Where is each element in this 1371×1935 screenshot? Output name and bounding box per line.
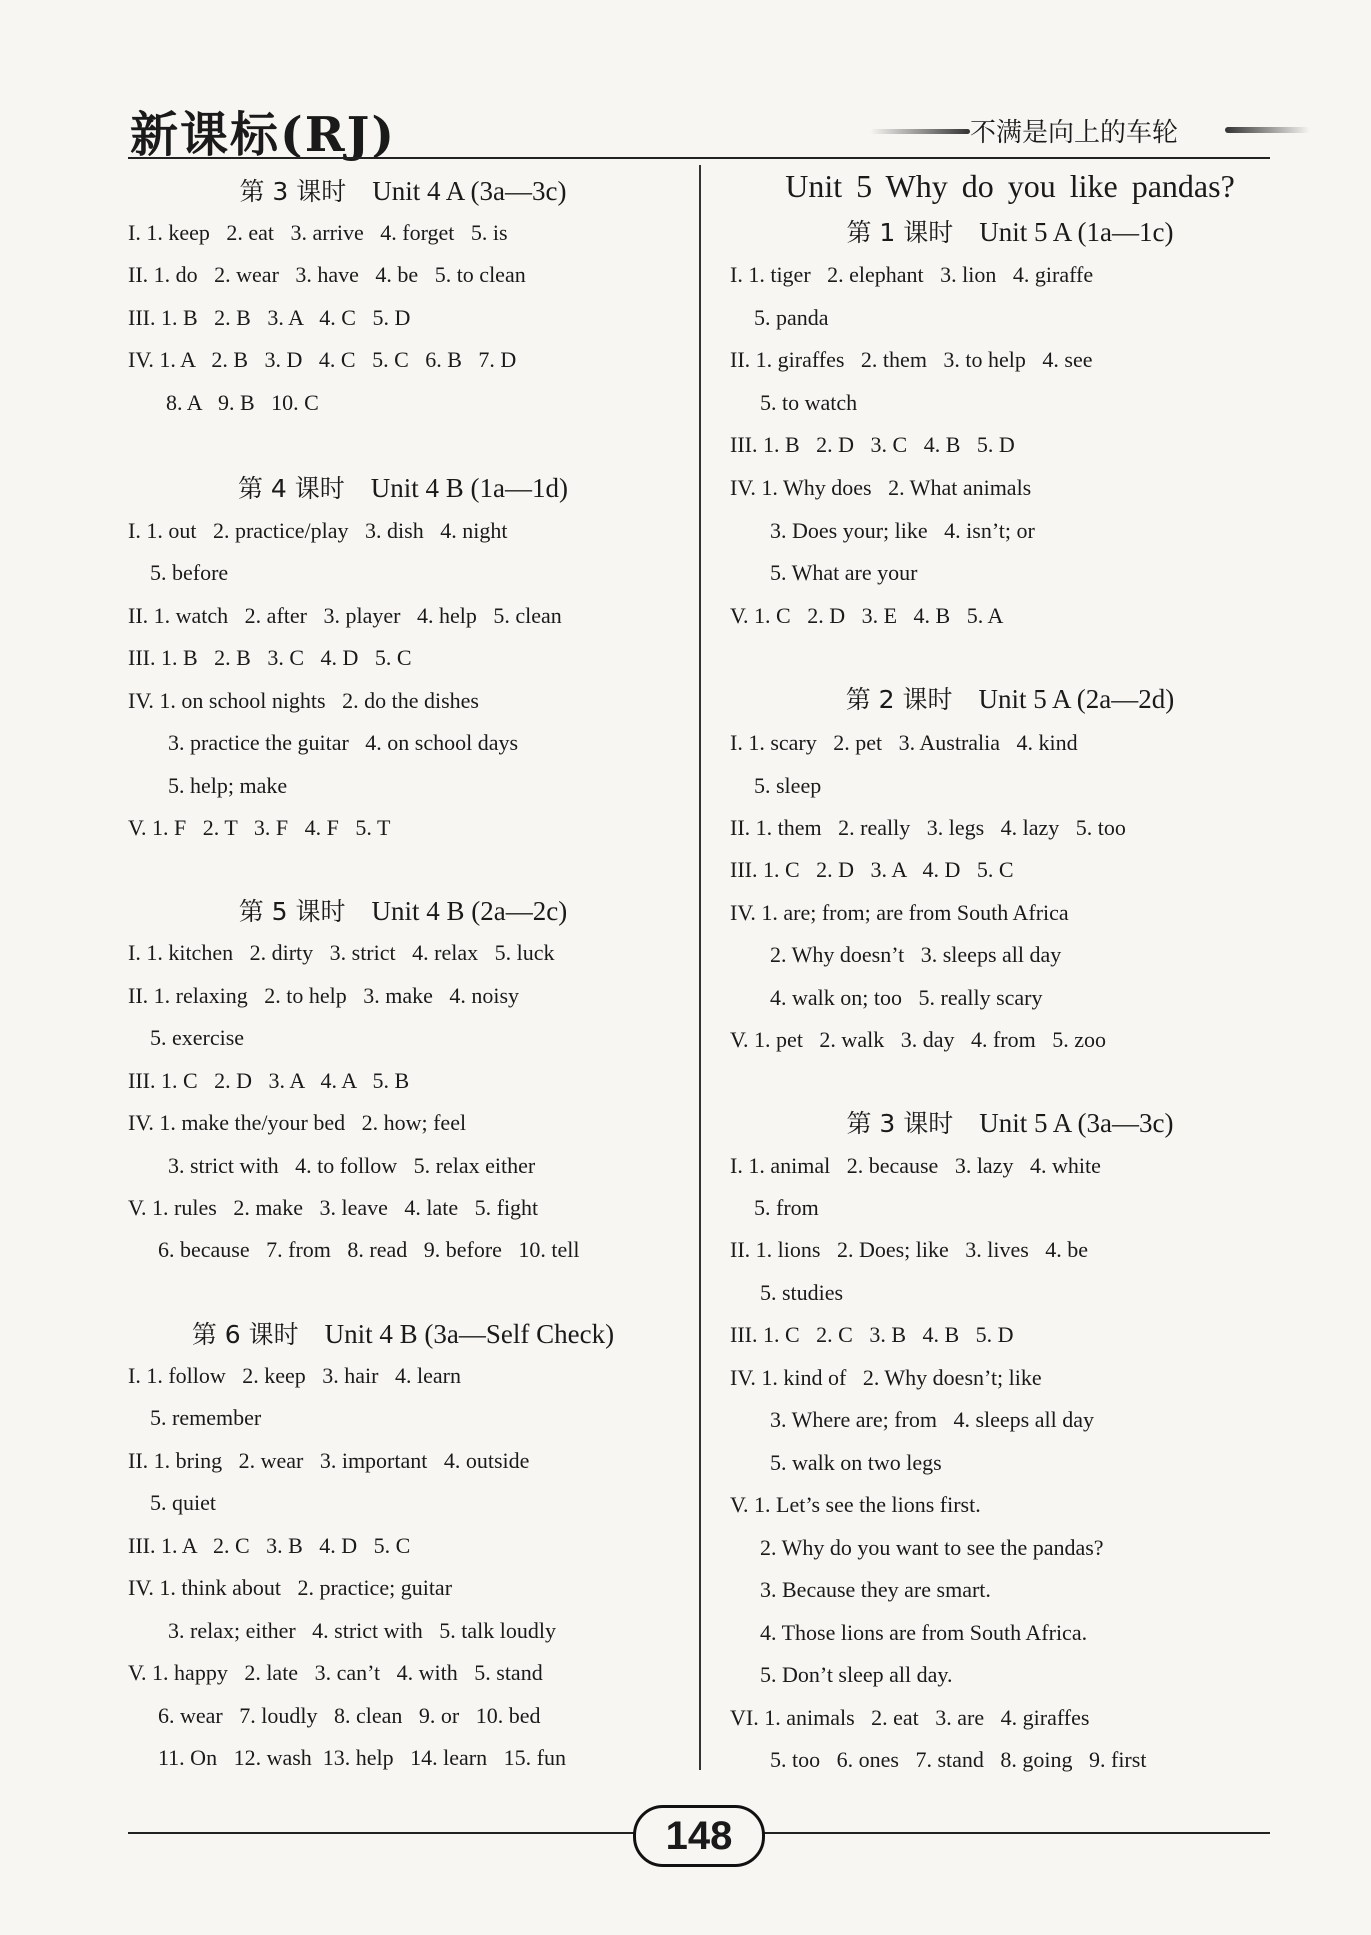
answer-line: 3. strict with 4. to follow 5. relax either: [168, 1153, 536, 1178]
answer-line: II. 1. lions 2. Does; like 3. lives 4. be: [730, 1237, 1089, 1262]
section-title: [128, 172, 678, 208]
answer-line: III. 1. C 2. D 3. A 4. A 5. B: [128, 1068, 410, 1093]
unit-label: Unit 4 A (3a—3c): [372, 176, 567, 206]
answer-line: 5. to watch: [760, 390, 858, 415]
lesson-label: 第 1 课时: [846, 218, 954, 247]
lesson-label: 第 4 课时: [237, 474, 345, 503]
answer-line: 5. walk on two legs: [770, 1450, 942, 1475]
answer-line: IV. 1. A 2. B 3. D 4. C 5. C 6. B 7. D: [128, 347, 517, 372]
answer-line: 11. On 12. wash 13. help 14. learn 15. fun: [158, 1745, 566, 1770]
answer-line: IV. 1. are; from; are from South Africa: [730, 900, 1069, 925]
answer-line: III. 1. C 2. C 3. B 4. B 5. D: [730, 1322, 1014, 1347]
answer-line: 5. help; make: [168, 773, 288, 798]
answer-line: IV. 1. make the/your bed 2. how; feel: [128, 1110, 467, 1135]
lesson-label: 第 6 课时: [191, 1320, 299, 1349]
answer-line: 5. Don’t sleep all day.: [760, 1662, 953, 1687]
answer-line: 5. panda: [754, 305, 829, 330]
answer-line: 5. exercise: [150, 1025, 245, 1050]
answer-line: IV. 1. on school nights 2. do the dishes: [128, 688, 479, 713]
unit-label: Unit 4 B (2a—2c): [371, 896, 568, 926]
answer-line: 4. walk on; too 5. really scary: [770, 985, 1043, 1010]
unit-label: Unit 4 B (1a—1d): [370, 473, 569, 503]
answer-line: V. 1. pet 2. walk 3. day 4. from 5. zoo: [730, 1027, 1106, 1052]
answer-line: 5. remember: [150, 1405, 262, 1430]
answer-line: IV. 1. Why does 2. What animals: [730, 475, 1032, 500]
unit-label: Unit 5 A (2a—2d): [978, 684, 1175, 714]
book-brand-title: 新课标(RJ): [130, 107, 397, 163]
section-title: [128, 892, 678, 928]
answer-line: II. 1. them 2. really 3. legs 4. lazy 5. too: [730, 815, 1126, 840]
section-title: [730, 680, 1290, 716]
answer-line: 2. Why do you want to see the pandas?: [760, 1535, 1104, 1560]
section-title: [730, 213, 1290, 249]
answer-line: III. 1. A 2. C 3. B 4. D 5. C: [128, 1533, 411, 1558]
answer-line: I. 1. scary 2. pet 3. Australia 4. kind: [730, 730, 1078, 755]
answer-line: 5. sleep: [754, 773, 822, 798]
unit-label: Unit 5 A (1a—1c): [979, 217, 1174, 247]
answer-line: 3. Because they are smart.: [760, 1577, 991, 1602]
page-header: [0, 0, 1371, 170]
answer-line: II. 1. watch 2. after 3. player 4. help 5. clean: [128, 603, 562, 628]
answer-line: 4. Those lions are from South Africa.: [760, 1620, 1088, 1645]
column-divider: [699, 165, 701, 1770]
slogan-decoration-left: [870, 129, 970, 134]
answer-line: 5. too 6. ones 7. stand 8. going 9. first: [770, 1747, 1147, 1772]
lesson-label: 第 5 课时: [238, 897, 346, 926]
section-title: [128, 1315, 678, 1351]
answer-line: 6. because 7. from 8. read 9. before 10. tell: [158, 1237, 580, 1262]
answer-line: I. 1. kitchen 2. dirty 3. strict 4. relax 5. luck: [128, 940, 555, 965]
section-title: [128, 469, 678, 505]
lesson-label: 第 2 课时: [845, 685, 953, 714]
answer-line: V. 1. happy 2. late 3. can’t 4. with 5. stand: [128, 1660, 543, 1685]
answer-line: 6. wear 7. loudly 8. clean 9. or 10. bed: [158, 1703, 541, 1728]
lesson-label: 第 3 课时: [239, 177, 347, 206]
answer-line: II. 1. do 2. wear 3. have 4. be 5. to clean: [128, 262, 526, 287]
answer-line: 3. Where are; from 4. sleeps all day: [770, 1407, 1094, 1432]
answer-line: VI. 1. animals 2. eat 3. are 4. giraffes: [730, 1705, 1090, 1730]
answer-line: IV. 1. kind of 2. Why doesn’t; like: [730, 1365, 1042, 1390]
answer-line: 5. What are your: [770, 560, 918, 585]
answer-line: 3. practice the guitar 4. on school days: [168, 730, 519, 755]
answer-line: II. 1. giraffes 2. them 3. to help 4. see: [730, 347, 1093, 372]
answer-line: 5. from: [754, 1195, 819, 1220]
answer-line: V. 1. Let’s see the lions first.: [730, 1492, 981, 1517]
answer-line: 3. Does your; like 4. isn’t; or: [770, 518, 1035, 543]
slogan-decoration-right: [1225, 127, 1310, 133]
answer-line: V. 1. F 2. T 3. F 4. F 5. T: [128, 815, 391, 840]
header-rule: [128, 157, 1270, 159]
answer-line: V. 1. rules 2. make 3. leave 4. late 5. fight: [128, 1195, 539, 1220]
unit-label: Unit 5 A (3a—3c): [979, 1108, 1174, 1138]
answer-line: III. 1. B 2. B 3. C 4. D 5. C: [128, 645, 412, 670]
answer-line: I. 1. out 2. practice/play 3. dish 4. night: [128, 518, 508, 543]
answer-line: III. 1. B 2. D 3. C 4. B 5. D: [730, 432, 1015, 457]
answer-line: 5. studies: [760, 1280, 844, 1305]
unit-label: Unit 4 B (3a—Self Check): [324, 1319, 615, 1349]
answer-line: IV. 1. think about 2. practice; guitar: [128, 1575, 453, 1600]
answer-line: III. 1. C 2. D 3. A 4. D 5. C: [730, 857, 1014, 882]
answer-line: I. 1. follow 2. keep 3. hair 4. learn: [128, 1363, 461, 1388]
answer-line: I. 1. tiger 2. elephant 3. lion 4. giraffe: [730, 262, 1094, 287]
answer-line: 5. quiet: [150, 1490, 216, 1515]
unit-heading: Unit 5 Why do you like pandas?: [785, 168, 1235, 204]
answer-line: I. 1. animal 2. because 3. lazy 4. white: [730, 1153, 1101, 1178]
answer-line: III. 1. B 2. B 3. A 4. C 5. D: [128, 305, 411, 330]
answer-line: II. 1. bring 2. wear 3. important 4. outside: [128, 1448, 530, 1473]
section-title: [730, 1104, 1290, 1140]
answer-line: II. 1. relaxing 2. to help 3. make 4. noisy: [128, 983, 520, 1008]
lesson-label: 第 3 课时: [846, 1109, 954, 1138]
answer-line: I. 1. keep 2. eat 3. arrive 4. forget 5. is: [128, 220, 508, 245]
answer-line: 8. A 9. B 10. C: [166, 390, 319, 415]
page-number: 148: [633, 1805, 765, 1867]
answer-line: 5. before: [150, 560, 229, 585]
answer-line: 2. Why doesn’t 3. sleeps all day: [770, 942, 1062, 967]
answer-line: V. 1. C 2. D 3. E 4. B 5. A: [730, 603, 1004, 628]
answer-line: 3. relax; either 4. strict with 5. talk loudly: [168, 1618, 556, 1643]
header-slogan: 不满是向上的车轮: [970, 118, 1179, 148]
